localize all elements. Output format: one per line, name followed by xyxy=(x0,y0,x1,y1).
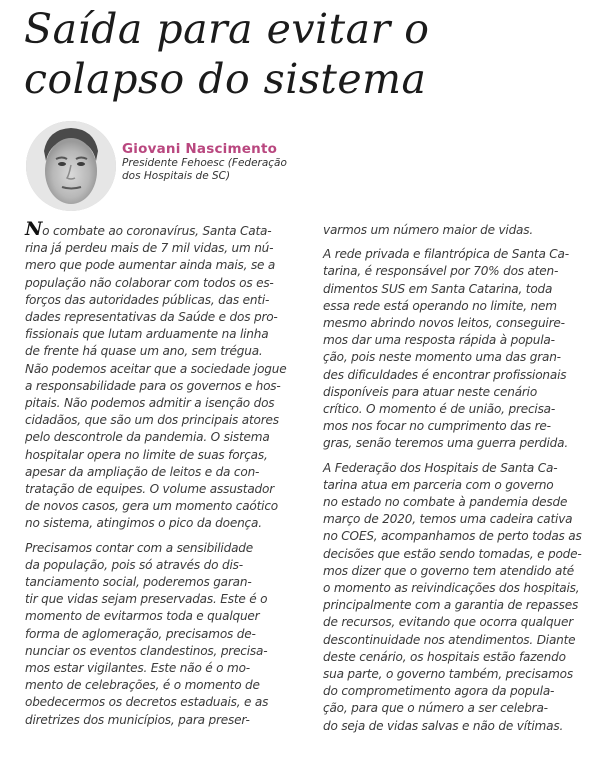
paragraph-line: deste cenário, os hospitais estão fazendo xyxy=(323,649,566,664)
paragraph-line: diretrizes dos municípios, para preser- xyxy=(25,712,250,727)
author-info xyxy=(122,141,302,183)
article-column-left xyxy=(25,218,297,736)
paragraph-line: A rede privada e filantrópica de Santa Ca- xyxy=(323,247,569,262)
paragraph-line: fissionais que lutam arduamente na linha xyxy=(25,327,269,342)
paragraph-line: sua parte, o governo também, precisamos xyxy=(323,667,573,682)
paragraph-line: hospitalar opera no limite de suas forças, xyxy=(25,447,268,462)
paragraph-line: disponíveis para atuar neste cenário xyxy=(323,384,538,399)
paragraph-line: mos nos focar no cumprimento das re- xyxy=(323,419,551,434)
article-paragraph xyxy=(323,222,593,239)
paragraph-line: nunciar os eventos clandestinos, precisa- xyxy=(25,643,268,658)
paragraph-line: tanciamento social, poderemos garan- xyxy=(25,575,252,590)
paragraph-line: pelo descontrole da pandemia. O sistema xyxy=(25,430,270,445)
article-paragraph xyxy=(25,218,297,533)
paragraph-line: mos estar vigilantes. Este não é o mo- xyxy=(25,661,250,676)
paragraph-line: descontinuidade nos atendimentos. Diante xyxy=(323,632,576,647)
paragraph-line: essa rede está operando no limite, nem xyxy=(323,298,557,313)
paragraph-line: forma de aglomeração, precisamos de- xyxy=(25,626,256,641)
article-headline xyxy=(24,4,584,104)
author-name: Giovani Nascimento xyxy=(122,141,278,157)
paragraph-line xyxy=(25,218,297,240)
author-byline xyxy=(26,121,302,211)
paragraph-line: mos dar uma resposta rápida à popula- xyxy=(323,333,555,348)
paragraph-line: principalmente com a garantia de repasses xyxy=(323,598,579,613)
paragraph-line: mero que pode aumentar ainda mais, se a xyxy=(25,258,276,273)
paragraph-line: a responsabilidade para os governos e hos- xyxy=(25,378,281,393)
paragraph-line: do comprometimento agora da popula- xyxy=(323,684,555,699)
paragraph-line: Precisamos contar com a sensibilidade xyxy=(25,540,253,555)
article-paragraph xyxy=(323,246,593,452)
paragraph-line: des dificuldades é encontrar profissionais xyxy=(323,367,567,382)
paragraph-line: apesar da ampliação de leitos e da con- xyxy=(25,464,260,479)
paragraph-line: dimentos SUS em Santa Catarina, toda xyxy=(323,281,553,296)
headline-line-2: colapso do sistema xyxy=(24,55,427,103)
paragraph-line: do seja de vidas salvas e não de vítimas. xyxy=(323,718,564,733)
paragraph-line: da população, pois só através do dis- xyxy=(25,557,243,572)
paragraph-line: crítico. O momento é de união, precisa- xyxy=(323,402,556,417)
portrait-image xyxy=(26,121,116,211)
author-role-line-1: Presidente Fehoesc (Federação xyxy=(122,157,287,169)
paragraph-line: A Federação dos Hospitais de Santa Ca- xyxy=(323,460,558,475)
paragraph-line: obedecermos os decretos estaduais, e as xyxy=(25,695,269,710)
paragraph-line: no COES, acompanhamos de perto todas as xyxy=(323,529,582,544)
paragraph-line: pitais. Não podemos admitir a isenção dos xyxy=(25,396,275,411)
paragraph-line: no sistema, atingimos o pico da doença. xyxy=(25,516,262,531)
paragraph-line: Não podemos aceitar que a sociedade jogue xyxy=(25,361,287,376)
paragraph-line: de frente há quase um ano, sem trégua. xyxy=(25,344,263,359)
paragraph-line: população não colaborar com todos os es- xyxy=(25,275,274,290)
paragraph-line: decisões que estão sendo tomadas, e pode- xyxy=(323,546,582,561)
author-photo xyxy=(26,121,116,211)
headline-line-1: Saída para evitar o xyxy=(24,5,430,53)
article-column-right xyxy=(323,222,593,742)
paragraph-line: tarina atua em parceria com o governo xyxy=(323,477,554,492)
paragraph-line: mento de celebrações, é o momento de xyxy=(25,678,260,693)
paragraph-line: momento de evitarmos toda e qualquer xyxy=(25,609,260,624)
paragraph-line: mesmo abrindo novos leitos, conseguire- xyxy=(323,316,565,331)
paragraph-line: dades representativas da Saúde e dos pro- xyxy=(25,310,278,325)
paragraph-line-text: o combate ao coronavírus, Santa Cata- xyxy=(42,224,272,238)
paragraph-line: de novos casos, gera um momento caótico xyxy=(25,499,278,514)
paragraph-line: gras, senão teremos uma guerra perdida. xyxy=(323,436,568,451)
paragraph-line: no estado no combate à pandemia desde xyxy=(323,495,568,510)
author-role xyxy=(122,157,302,183)
article-paragraph xyxy=(323,460,593,735)
paragraph-line: de recursos, evitando que ocorra qualquer xyxy=(323,615,573,630)
article-paragraph xyxy=(25,540,297,729)
paragraph-line: rina já perdeu mais de 7 mil vidas, um nú- xyxy=(25,241,274,256)
paragraph-line: cidadãos, que são um dos principais atores xyxy=(25,413,279,428)
paragraph-line: ção, pois neste momento uma das gran- xyxy=(323,350,561,365)
author-role-line-2: dos Hospitais de SC) xyxy=(122,170,231,182)
drop-cap: N xyxy=(25,218,43,240)
paragraph-line: varmos um número maior de vidas. xyxy=(323,223,534,237)
paragraph-line: março de 2020, temos uma cadeira cativa xyxy=(323,512,573,527)
paragraph-line: ção, para que o número a ser celebra- xyxy=(323,701,548,716)
paragraph-line: o momento as reivindicações dos hospitais, xyxy=(323,581,580,596)
paragraph-line: tarina, é responsável por 70% dos aten- xyxy=(323,264,559,279)
paragraph-line: tir que vidas sejam preservadas. Este é o xyxy=(25,592,268,607)
paragraph-line: tratação de equipes. O volume assustador xyxy=(25,482,274,497)
paragraph-line: forços das autoridades públicas, das enti- xyxy=(25,292,270,307)
paragraph-line: mos dizer que o governo tem atendido até xyxy=(323,563,575,578)
